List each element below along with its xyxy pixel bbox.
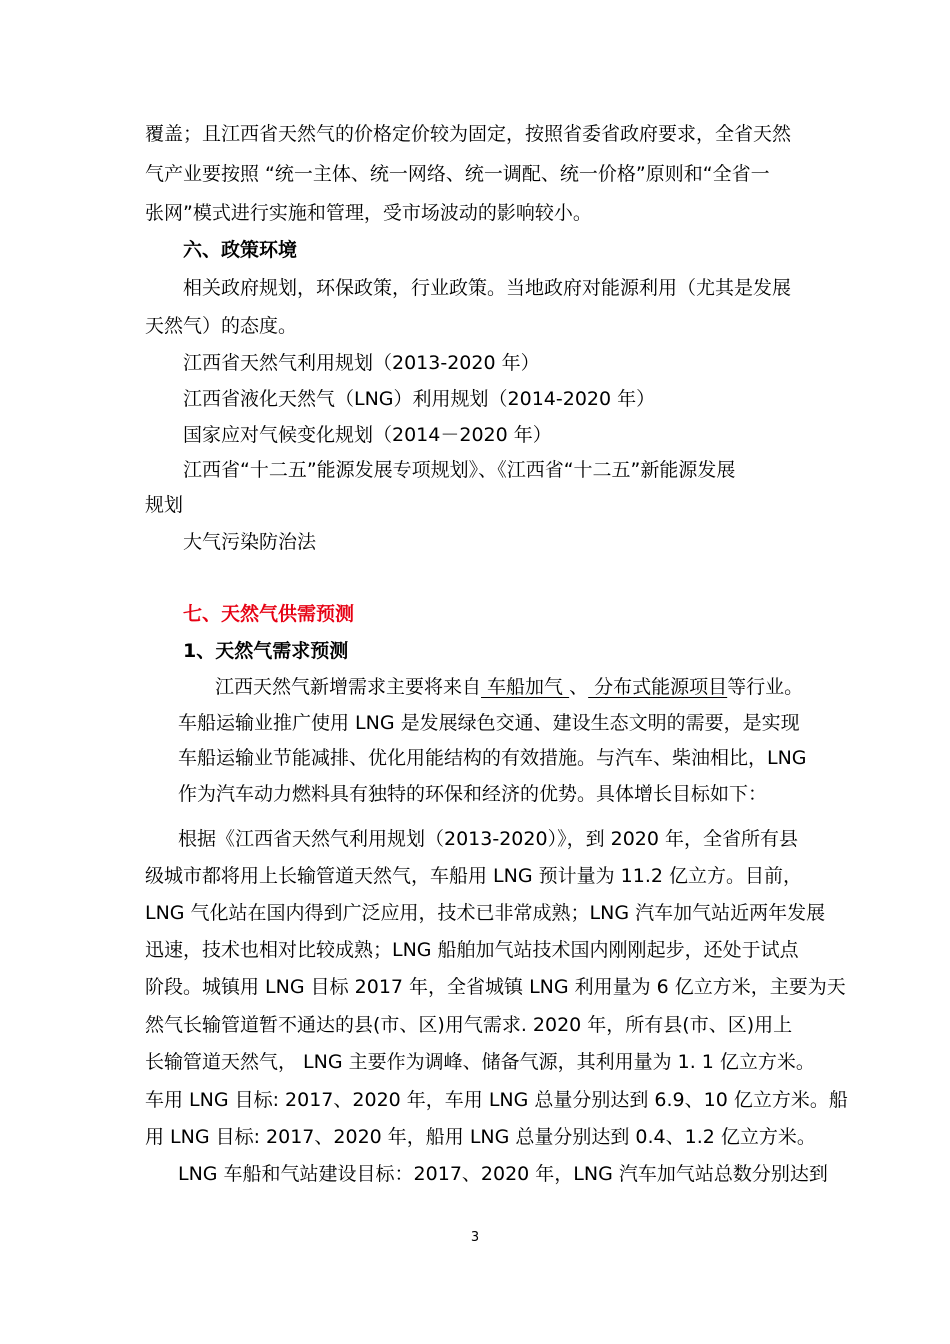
plan-para-line: 级城市都将用上长输管道天然气，车船用 LNG 预计量为 11.2 亿立方。目前， [145, 865, 802, 887]
policy-item: 规划 [145, 494, 184, 516]
section-7-para-line-4: 作为汽车动力燃料具有独特的环保和经济的优势。具体增长目标如下： [178, 783, 768, 805]
separator-text: 、 [569, 676, 589, 698]
plan-para-line: 车用 LNG 目标: 2017、2020 年，车用 LNG 总量分别达到 6.9、10 亿立方米。船 [145, 1089, 848, 1111]
intro-line-3: 张网”模式进行实施和管理，受市场波动的影响较小。 [145, 202, 592, 224]
station-target-line: LNG 车船和气站建设目标：2017、2020 年，LNG 汽车加气站总数分别达到 [178, 1163, 828, 1185]
plan-para-line: 阶段。城镇用 LNG 目标 2017 年，全省城镇 LNG 利用量为 6 亿立方米，主要为天 [145, 976, 846, 998]
plan-para-line: 用 LNG 目标: 2017、2020 年，船用 LNG 总量分别达到 0.4、1.2 亿立方米。 [145, 1126, 816, 1148]
policy-item: 大气污染防治法 [183, 531, 317, 553]
section-7-para-line-2: 车船运输业推广使用 LNG 是发展绿色交通、建设生态文明的需要，是实现 [178, 712, 800, 734]
plan-para-line: 根据《江西省天然气利用规划（2013-2020）》，到 2020 年，全省所有县 [178, 828, 798, 850]
intro-line-1: 覆盖；且江西省天然气的价格定价较为固定，按照省委省政府要求，全省天然 [145, 123, 792, 145]
section-7-heading: 七、天然气供需预测 [183, 603, 355, 625]
plan-para-line: 迅速，技术也相对比较成熟；LNG 船舶加气站技术国内刚刚起步，还处于试点 [145, 939, 799, 961]
plan-para-line: LNG 气化站在国内得到广泛应用，技术已非常成熟；LNG 汽车加气站近两年发展 [145, 902, 826, 924]
intro-line-2: 气产业要按照 “统一主体、统一网络、统一调配、统一价格”原则和“全省一 [145, 163, 770, 185]
policy-item: 江西省天然气利用规划（2013-2020 年） [183, 352, 540, 374]
section-6-para-line-2: 天然气）的态度。 [145, 315, 298, 337]
subsection-1-heading: 1、天然气需求预测 [183, 640, 349, 662]
page-number: 3 [470, 1230, 480, 1245]
plan-para-line: 长输管道天然气， LNG 主要作为调峰、储备气源，其利用量为 1. 1 亿立方米。 [145, 1051, 815, 1073]
policy-item: 国家应对气候变化规划（2014－2020 年） [183, 424, 552, 446]
section-7-para-line-1 [215, 675, 803, 699]
policy-item: 江西省液化天然气（LNG）利用规划（2014-2020 年） [183, 388, 656, 410]
policy-item: 江西省“十二五”能源发展专项规划》、《江西省“十二五”新能源发展 [183, 459, 736, 481]
section-6-para-line-1: 相关政府规划，环保政策，行业政策。当地政府对能源利用（尤其是发展 [183, 277, 792, 299]
para-text: 等行业。 [727, 676, 804, 698]
plan-para-line: 然气长输管道暂不通达的县(市、区)用气需求. 2020 年，所有县(市、区)用上 [145, 1014, 793, 1036]
link-vehicle-ship-refueling[interactable]: 车船加气 [481, 676, 570, 698]
section-6-heading: 六、政策环境 [183, 239, 298, 261]
link-distributed-energy[interactable]: 分布式能源项目 [588, 676, 728, 698]
section-7-para-line-3: 车船运输业节能减排、优化用能结构的有效措施。与汽车、柴油相比，LNG [178, 747, 807, 769]
para-text: 江西天然气新增需求主要将来自 [215, 676, 482, 698]
